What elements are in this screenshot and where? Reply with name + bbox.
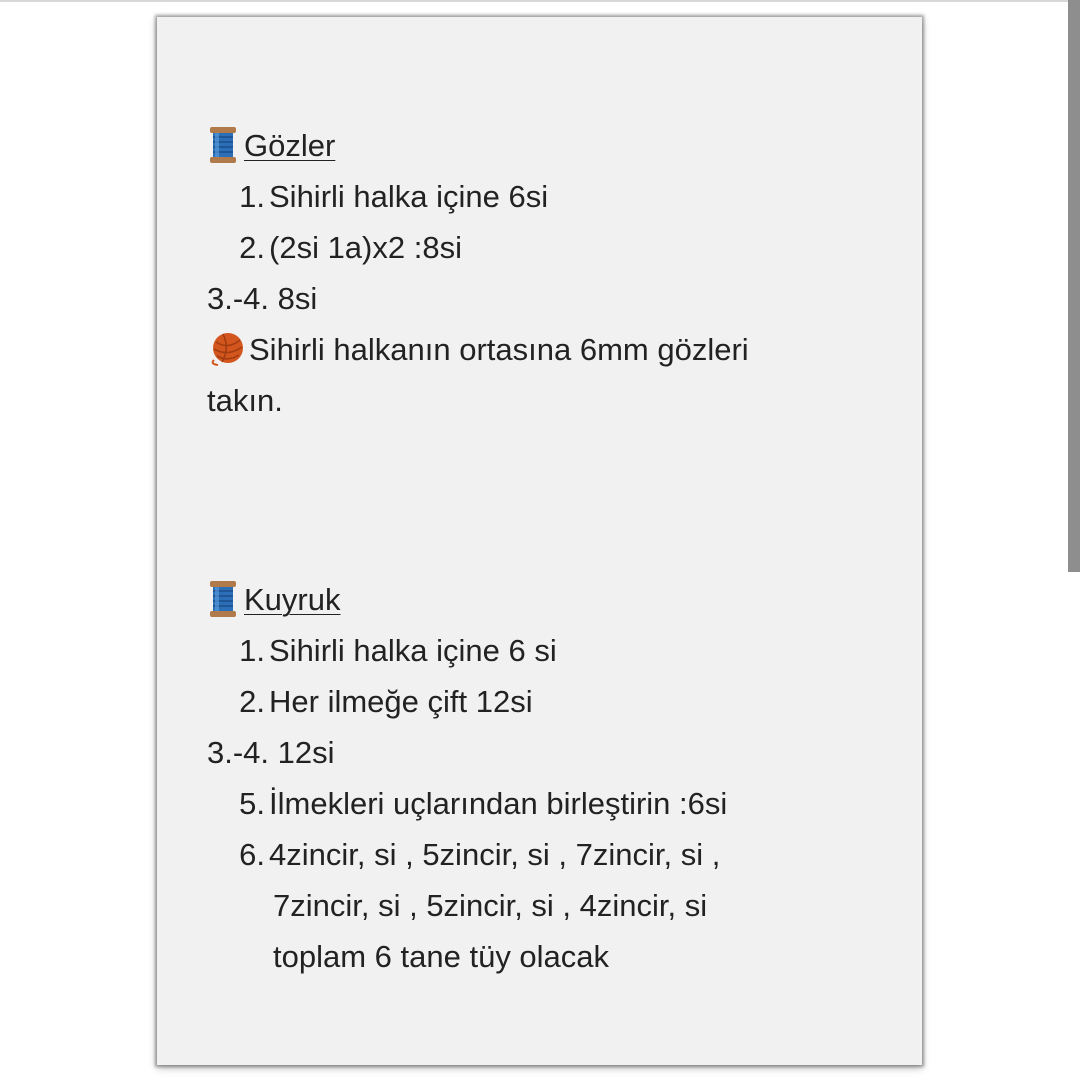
step-text: 4zincir, si , 5zincir, si , 7zincir, si , — [269, 837, 721, 872]
note-card — [157, 17, 922, 1065]
step-number: 2. — [239, 684, 265, 719]
list-item — [207, 679, 907, 730]
step-text: Sihirli halka içine 6si — [269, 179, 549, 214]
eyes-heading — [207, 123, 907, 174]
spool-of-thread-icon — [207, 580, 239, 618]
list-item — [207, 832, 907, 883]
step-number: 3.-4. — [207, 281, 270, 316]
list-item — [207, 781, 907, 832]
step-text: Sihirli halka içine 6 si — [269, 633, 557, 668]
scrollbar[interactable] — [1068, 0, 1080, 572]
note-text: Sihirli halkanın ortasına 6mm gözleri — [249, 332, 749, 367]
list-item — [207, 225, 907, 276]
step-number: 3.-4. — [207, 735, 270, 770]
step-text: toplam 6 tane tüy olacak — [273, 939, 610, 974]
eyes-note-continued — [207, 378, 907, 429]
step-number: 2. — [239, 230, 265, 265]
eyes-heading-text: Gözler — [244, 128, 336, 163]
list-item — [207, 276, 907, 327]
list-item — [207, 628, 907, 679]
list-item — [207, 730, 907, 781]
step-number: 5. — [239, 786, 265, 821]
eyes-note — [207, 327, 907, 378]
top-border — [0, 0, 1080, 2]
step-number: 6. — [239, 837, 265, 872]
step-text: Her ilmeğe çift 12si — [269, 684, 533, 719]
tail-heading-text: Kuyruk — [244, 582, 341, 617]
list-item-continued — [207, 934, 907, 985]
step-text: (2si 1a)x2 :8si — [269, 230, 462, 265]
list-item — [207, 174, 907, 225]
note-text: takın. — [207, 383, 283, 418]
spool-of-thread-icon — [207, 126, 239, 164]
yarn-ball-icon — [207, 330, 247, 368]
tail-heading — [207, 577, 907, 628]
step-number: 1. — [239, 179, 265, 214]
step-text: 7zincir, si , 5zincir, si , 4zincir, si — [273, 888, 708, 923]
step-number: 1. — [239, 633, 265, 668]
step-text: İlmekleri uçlarından birleştirin :6si — [269, 786, 728, 821]
list-item-continued — [207, 883, 907, 934]
step-text: 8si — [277, 281, 318, 316]
step-text: 12si — [277, 735, 335, 770]
eyes-section — [207, 123, 907, 429]
tail-section — [207, 577, 907, 985]
